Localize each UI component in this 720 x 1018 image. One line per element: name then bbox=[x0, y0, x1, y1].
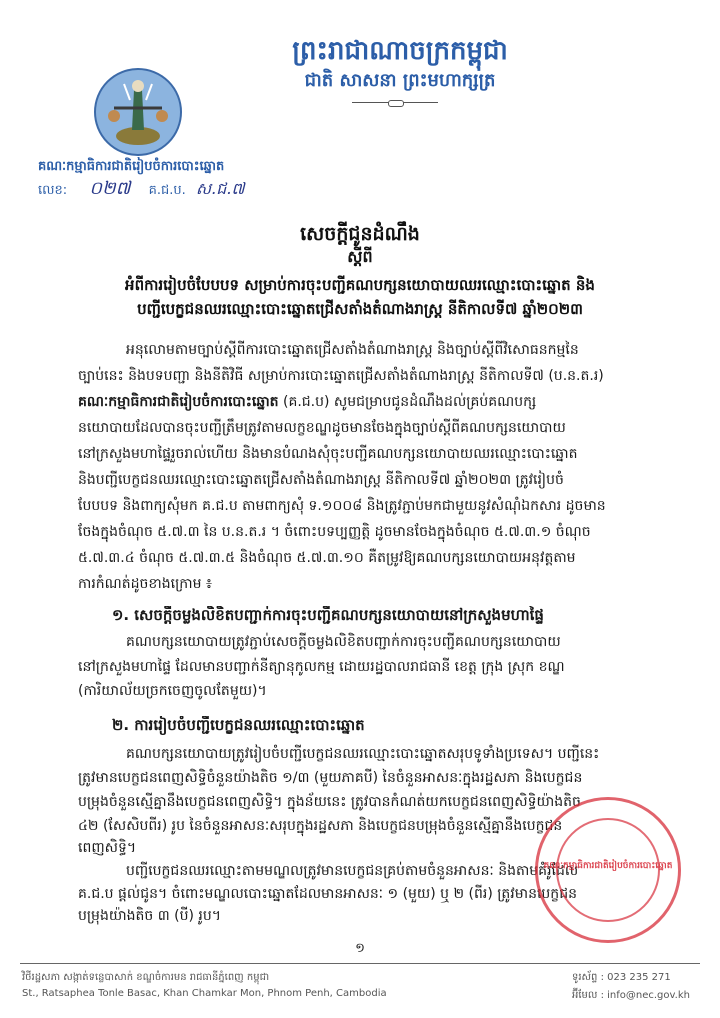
number-value: ០២៧ bbox=[89, 178, 131, 199]
section-2-line: គណបក្សនយោបាយត្រូវរៀបចំបញ្ជីបេក្ខជនឈរឈ្មោះបោះឆ្នោតសរុបទូទាំងប្រទេស។ បញ្ជីនេះ bbox=[126, 746, 600, 762]
footer-email: អ៊ីមែល : info@nec.gov.kh bbox=[572, 990, 690, 1001]
organization-bold: គណៈកម្មាធិការជាតិរៀបចំការបោះឆ្នោត bbox=[78, 394, 279, 410]
footer-address-en: St., Ratsaphea Tonle Basac, Khan Chamkar Mon, Phnom Penh, Cambodia bbox=[22, 988, 387, 999]
organization-name: គណៈកម្មាធិការជាតិរៀបចំការបោះឆ្នោត bbox=[38, 159, 225, 174]
kingdom-heading: ព្រះរាជាណាចក្រកម្ពុជា bbox=[292, 36, 508, 66]
section-2-line: បម្រុងចំនួនស្មើគ្នានឹងបេក្ខជនពេញសិទ្ធិ។ ក្នុងន័យនេះ ត្រូវបានកំណត់យកបេក្ខជនពេញសិទ្ធិយ៉ាងតិច bbox=[78, 794, 581, 810]
reference-number bbox=[38, 176, 245, 203]
number-suffix: ស.ជ.៧ bbox=[195, 179, 245, 198]
nec-logo bbox=[94, 68, 182, 156]
section-2-line: ពេញសិទ្ធិ។ bbox=[78, 840, 137, 856]
stamp-text: គណៈកម្មាធិការជាតិរៀបចំការបោះឆ្នោត bbox=[543, 861, 673, 871]
intro-line: ការកំណត់ដូចខាងក្រោម ៖ bbox=[78, 576, 213, 592]
intro-text: (គ.ជ.ប) សូមជម្រាបជូនដំណឹងដល់គ្រប់គណបក្ស bbox=[278, 394, 537, 410]
section-2-line: ៤២ (សែសិបពីរ) រូប នៃចំនួនអាសនៈសរុបក្នុងរដ្ឋសភា និងបេក្ខជនបម្រុងចំនួនស្មើគ្នានឹងបេក្ខជន bbox=[78, 818, 563, 834]
section-2-line: បម្រុងយ៉ាងតិច ៣ (បី) រូប។ bbox=[78, 908, 221, 924]
intro-line bbox=[78, 392, 640, 413]
number-label: លេខ: bbox=[38, 183, 68, 198]
ornament-divider bbox=[352, 102, 438, 103]
intro-line: បែបបទ និងពាក្យសុំមក គ.ជ.ប តាមពាក្យសុំ ទ.១០០៨ និងត្រូវភ្ជាប់មកជាមួយនូវសំណុំឯកសារ ដូចមាន bbox=[78, 498, 606, 514]
section-2-heading: ២. ការរៀបចំបញ្ជីបេក្ខជនឈរឈ្មោះបោះឆ្នោត bbox=[112, 716, 365, 734]
footer-address-kh: វិថីរដ្ឋសភា សង្កាត់ទន្លេបាសាក់ ខណ្ឌចំការមន រាជធានីភ្នំពេញ កម្ពុជា bbox=[22, 972, 270, 983]
intro-line: ចែងក្នុងចំណុច ៥.៧.៣ នៃ ប.ន.ត.រ ។ ចំពោះបទប្បញ្ញត្តិ ដូចមានចែងក្នុងចំណុច ៥.៧.៣.១ ចំណុច bbox=[78, 524, 591, 540]
section-2-line: បញ្ជីបេក្ខជនឈរឈ្មោះតាមមណ្ឌលត្រូវមានបេក្ខជនគ្រប់តាមចំនួនអាសនៈ និងតាមគំរូដែល bbox=[126, 863, 579, 879]
intro-line: អនុលោមតាមច្បាប់ស្តីពីការបោះឆ្នោតជ្រើសតាំងតំណាងរាស្ត្រ និងច្បាប់ស្តីពីវិសោធនកម្មនៃ bbox=[126, 342, 579, 358]
intro-line: នៅក្រសួងមហាផ្ទៃរួចរាល់ហើយ និងមានបំណងសុំចុះបញ្ជីគណបក្សនយោបាយឈរឈ្មោះបោះឆ្នោត bbox=[78, 446, 578, 462]
intro-line: ច្បាប់នេះ និងបទបញ្ជា និងនីតិវិធី សម្រាប់ការបោះឆ្នោតជ្រើសតាំងតំណាងរាស្ត្រ នីតិកាលទី៧ (ប.ន.ត.រ) bbox=[78, 368, 604, 384]
section-1-line: គណបក្សនយោបាយត្រូវភ្ជាប់សេចក្តីចម្លងលិខិតបញ្ជាក់ការចុះបញ្ជីគណបក្សនយោបាយ bbox=[126, 634, 561, 650]
intro-line: និងបញ្ជីបេក្ខជនឈរឈ្មោះបោះឆ្នោតជ្រើសតាំងតំណាងរាស្ត្រ នីតិកាលទី៧ ឆ្នាំ២០២៣ ត្រូវរៀបចំ bbox=[78, 472, 564, 488]
page-number: ១ bbox=[355, 941, 365, 956]
section-1-heading: ១. សេចក្តីចម្លងលិខិតបញ្ជាក់ការចុះបញ្ជីគណបក្សនយោបាយនៅក្រសួងមហាផ្ទៃ bbox=[112, 606, 544, 624]
section-1-line: នៅក្រសួងមហាផ្ទៃ ដែលមានបញ្ជាក់នីត្យានុកូលកម្ម ដោយរដ្ឋបាលរាជធានី ខេត្ត ក្រុង ស្រុក ខណ្ឌ bbox=[78, 659, 565, 675]
heading-line-2: បញ្ជីបេក្ខជនឈរឈ្មោះបោះឆ្នោតជ្រើសតាំងតំណាងរាស្ត្រ នីតិកាលទី៧ ឆ្នាំ២០២៣ bbox=[137, 300, 583, 318]
document-subtitle: ស្តីពី bbox=[347, 247, 373, 266]
intro-line: នយោបាយដែលបានចុះបញ្ជីត្រឹមត្រូវតាមលក្ខខណ្ឌដូចមានចែងក្នុងច្បាប់ស្តីពីគណបក្សនយោបាយ bbox=[78, 420, 566, 436]
section-1-line: (ការិយាល័យច្រកចេញចូលតែមួយ)។ bbox=[78, 683, 267, 699]
intro-line: ៥.៧.៣.៤ ចំណុច ៥.៧.៣.៥ និងចំណុច ៥.៧.៣.១០ គឺតម្រូវឱ្យគណបក្សនយោបាយអនុវត្តតាម bbox=[78, 550, 576, 566]
section-2-line: គ.ជ.ប ផ្តល់ជូន។ ចំពោះមណ្ឌលបោះឆ្នោតដែលមានអាសនៈ ១ (មួយ) ឬ ២ (ពីរ) ត្រូវមានបេក្ខជន bbox=[78, 886, 577, 902]
heading-line-1: អំពីការរៀបចំបែបបទ សម្រាប់ការចុះបញ្ជីគណបក្សនយោបាយឈរឈ្មោះបោះឆ្នោត និង bbox=[125, 276, 595, 294]
footer-divider bbox=[20, 963, 700, 964]
footer-phone: ទូរស័ព្ទ : 023 235 271 bbox=[572, 972, 671, 983]
official-seal-stamp bbox=[535, 797, 681, 943]
section-2-line: ត្រូវមានបេក្ខជនពេញសិទ្ធិចំនួនយ៉ាងតិច ១/៣ (មួយភាគបី) នៃចំនួនអាសនៈក្នុងរដ្ឋសភា និងបេក្ខជន bbox=[78, 770, 583, 786]
document-title: សេចក្តីជូនដំណឹង bbox=[300, 223, 420, 245]
number-code: គ.ជ.ប. bbox=[148, 183, 186, 198]
national-motto: ជាតិ សាសនា ព្រះមហាក្សត្រ bbox=[304, 70, 496, 91]
